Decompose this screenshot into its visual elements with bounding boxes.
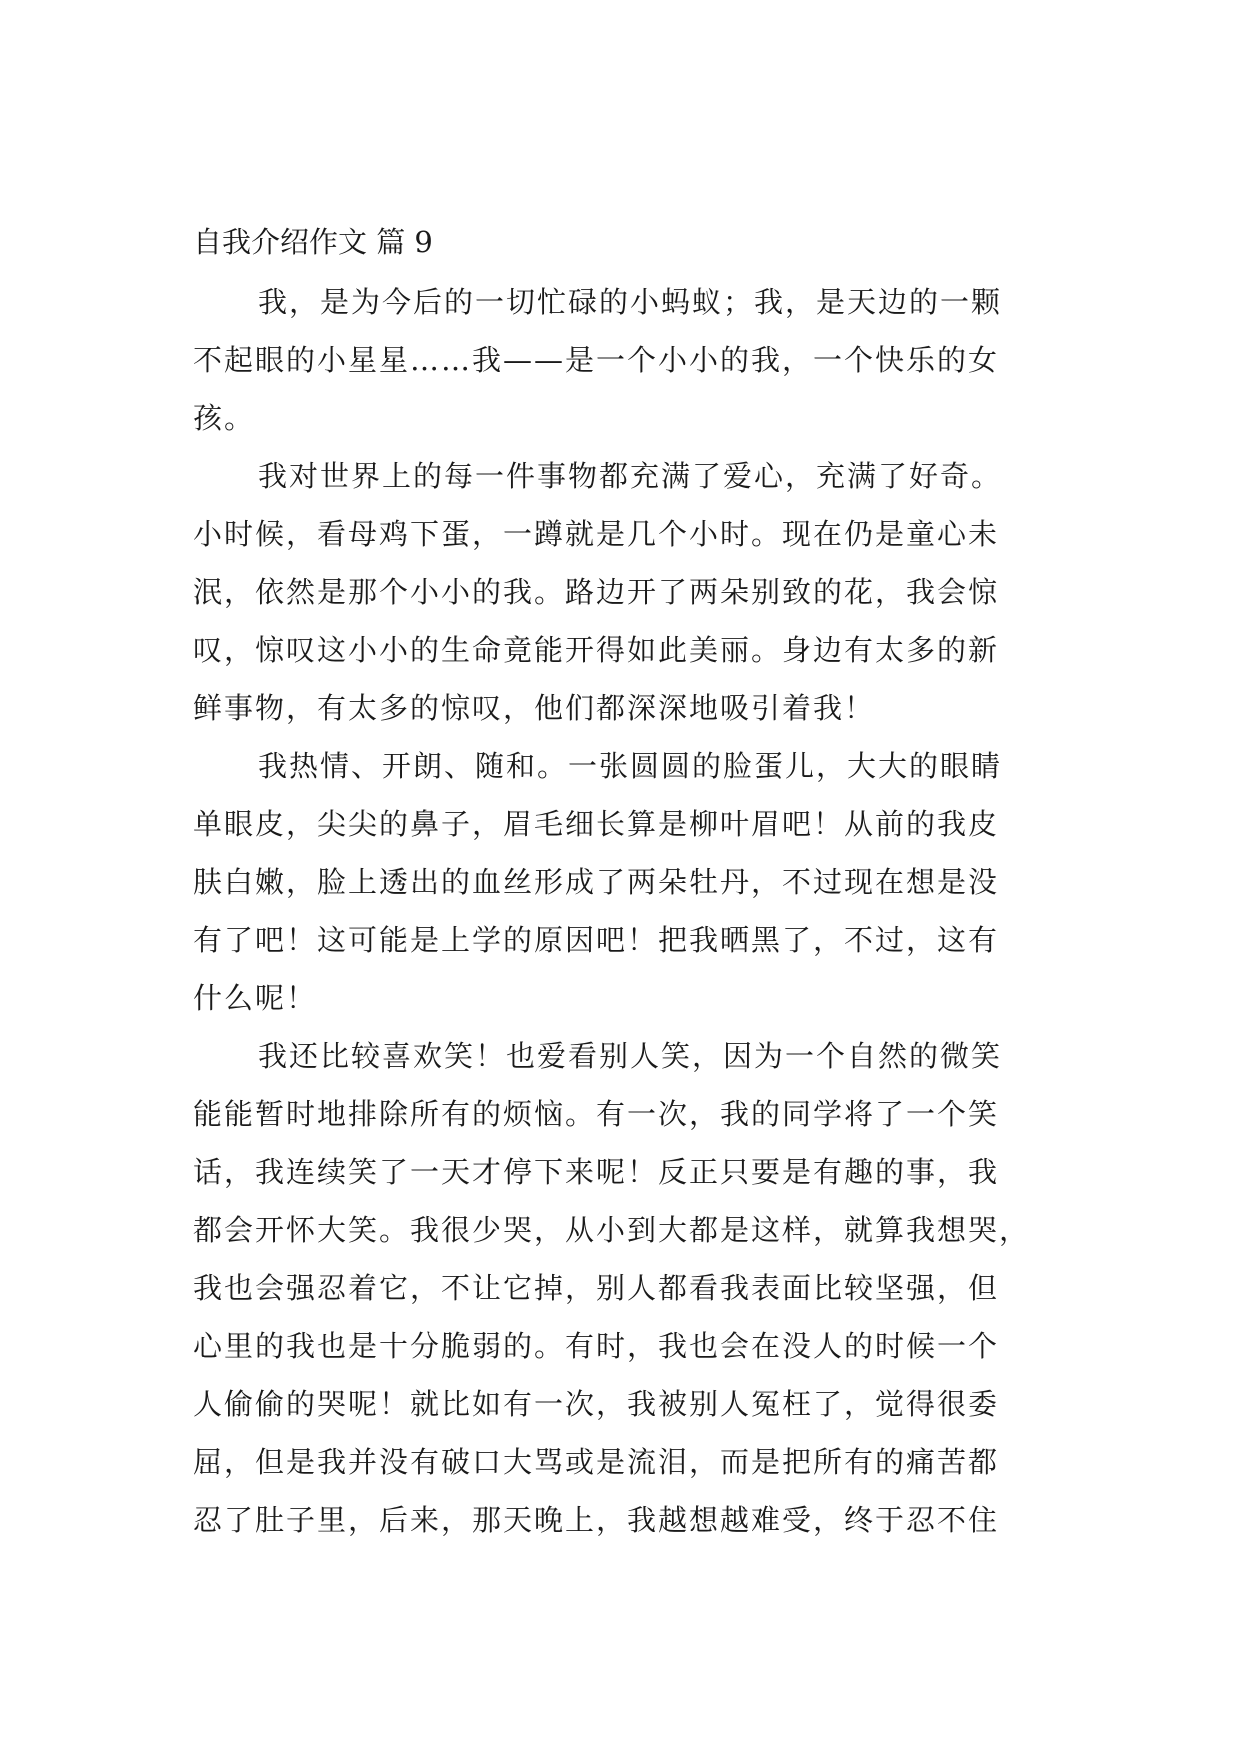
text-line: 都会开怀大笑。我很少哭，从小到大都是这样，就算我想哭，	[193, 1213, 1031, 1247]
text-line: 单眼皮，尖尖的鼻子，眉毛细长算是柳叶眉吧！从前的我皮	[193, 807, 1000, 841]
text-line: 我热情、开朗、随和。一张圆圆的脸蛋儿，大大的眼睛	[258, 749, 1003, 783]
text-line: 人偷偷的哭呢！就比如有一次，我被别人冤枉了，觉得很委	[193, 1387, 1000, 1421]
text-line: 有了吧！这可能是上学的原因吧！把我晒黑了，不过，这有	[193, 923, 1000, 957]
text-line: 孩。	[193, 401, 256, 435]
text-line: 我还比较喜欢笑！也爱看别人笑，因为一个自然的微笑	[258, 1039, 1003, 1073]
text-line: 我，是为今后的一切忙碌的小蚂蚁；我，是天边的一颗	[258, 285, 1003, 319]
text-line: 小时候，看母鸡下蛋，一蹲就是几个小时。现在仍是童心未	[193, 517, 1000, 551]
essay-title: 自我介绍作文 篇 9	[193, 225, 433, 259]
text-line: 什么呢！	[193, 981, 318, 1015]
text-line: 泯，依然是那个小小的我。路边开了两朵别致的花，我会惊	[193, 575, 1000, 609]
text-line: 屈，但是我并没有破口大骂或是流泪，而是把所有的痛苦都	[193, 1445, 1000, 1479]
text-line: 肤白嫩，脸上透出的血丝形成了两朵牡丹，不过现在想是没	[193, 865, 1000, 899]
text-line: 话，我连续笑了一天才停下来呢！反正只要是有趣的事，我	[193, 1155, 1000, 1189]
text-line: 我也会强忍着它，不让它掉，别人都看我表面比较坚强，但	[193, 1271, 1000, 1305]
text-line: 心里的我也是十分脆弱的。有时，我也会在没人的时候一个	[193, 1329, 1000, 1363]
text-line: 叹，惊叹这小小的生命竟能开得如此美丽。身边有太多的新	[193, 633, 1000, 667]
text-line: 忍了肚子里，后来，那天晚上，我越想越难受，终于忍不住	[193, 1503, 1000, 1537]
text-line: 我对世界上的每一件事物都充满了爱心，充满了好奇。	[258, 459, 1003, 493]
text-line: 能能暂时地排除所有的烦恼。有一次，我的同学将了一个笑	[193, 1097, 1000, 1131]
text-line: 鲜事物，有太多的惊叹，他们都深深地吸引着我！	[193, 691, 876, 725]
text-line: 不起眼的小星星……我——是一个小小的我，一个快乐的女	[193, 343, 1000, 377]
